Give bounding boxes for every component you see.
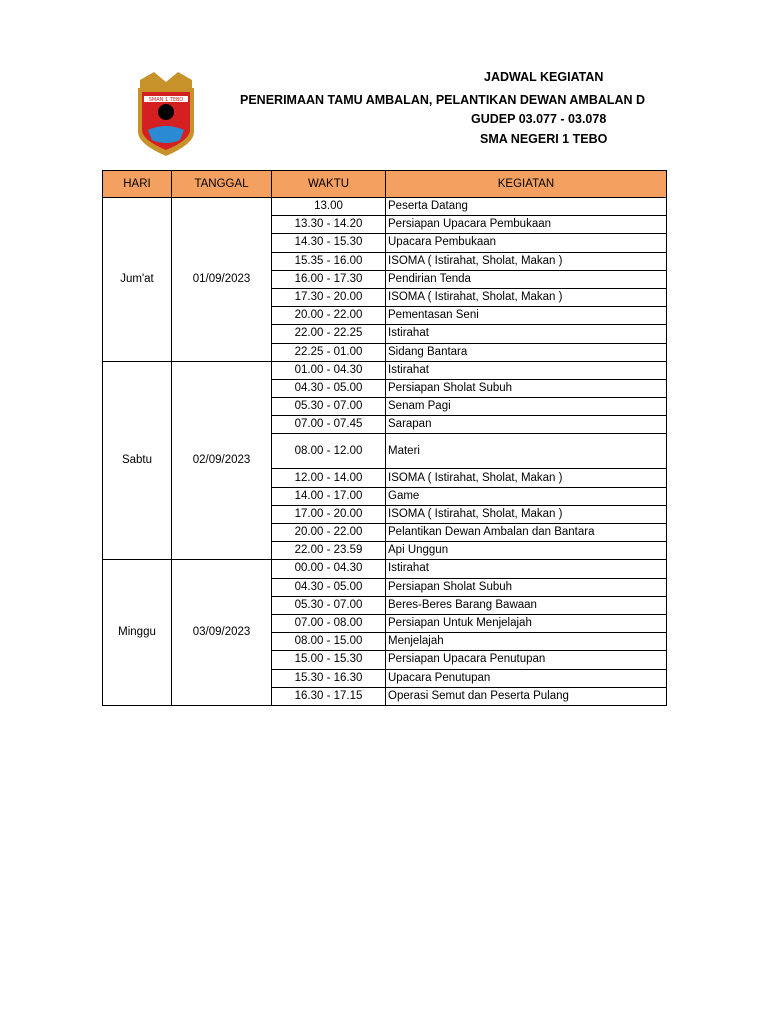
day-cell: Jum'at bbox=[103, 198, 172, 362]
time-cell: 22.00 - 23.59 bbox=[272, 542, 386, 560]
activity-cell: ISOMA ( Istirahat, Sholat, Makan ) bbox=[386, 505, 667, 523]
activity-cell: Pementasan Seni bbox=[386, 307, 667, 325]
activity-cell: Sarapan bbox=[386, 416, 667, 434]
school-logo bbox=[134, 72, 198, 156]
activity-cell: Materi bbox=[386, 434, 667, 469]
activity-cell: Istirahat bbox=[386, 325, 667, 343]
time-cell: 13.00 bbox=[272, 198, 386, 216]
time-cell: 08.00 - 12.00 bbox=[272, 434, 386, 469]
time-cell: 04.30 - 05.00 bbox=[272, 379, 386, 397]
activity-cell: Pendirian Tenda bbox=[386, 270, 667, 288]
activity-cell: Upacara Pembukaan bbox=[386, 234, 667, 252]
time-cell: 14.00 - 17.00 bbox=[272, 487, 386, 505]
header-gudep: GUDEP 03.077 - 03.078 bbox=[471, 112, 607, 126]
activity-cell: Sidang Bantara bbox=[386, 343, 667, 361]
header-title: JADWAL KEGIATAN bbox=[484, 70, 604, 84]
activity-cell: Istirahat bbox=[386, 361, 667, 379]
table-header-row bbox=[103, 171, 667, 198]
date-cell: 03/09/2023 bbox=[172, 560, 272, 706]
time-cell: 05.30 - 07.00 bbox=[272, 398, 386, 416]
activity-cell: Game bbox=[386, 487, 667, 505]
activity-cell: Api Unggun bbox=[386, 542, 667, 560]
table-row bbox=[103, 560, 667, 578]
activity-cell: Beres-Beres Barang Bawaan bbox=[386, 596, 667, 614]
time-cell: 16.30 - 17.15 bbox=[272, 687, 386, 705]
table-body bbox=[103, 198, 667, 706]
time-cell: 07.00 - 08.00 bbox=[272, 614, 386, 632]
table-row bbox=[103, 198, 667, 216]
activity-cell: ISOMA ( Istirahat, Sholat, Makan ) bbox=[386, 288, 667, 306]
time-cell: 08.00 - 15.00 bbox=[272, 633, 386, 651]
activity-cell: Persiapan Untuk Menjelajah bbox=[386, 614, 667, 632]
table-row bbox=[103, 361, 667, 379]
time-cell: 14.30 - 15.30 bbox=[272, 234, 386, 252]
time-cell: 15.00 - 15.30 bbox=[272, 651, 386, 669]
activity-cell: Senam Pagi bbox=[386, 398, 667, 416]
activity-cell: Operasi Semut dan Peserta Pulang bbox=[386, 687, 667, 705]
time-cell: 13.30 - 14.20 bbox=[272, 216, 386, 234]
time-cell: 05.30 - 07.00 bbox=[272, 596, 386, 614]
header-school: SMA NEGERI 1 TEBO bbox=[480, 132, 608, 146]
header-subtitle-wrapper bbox=[240, 90, 670, 110]
activity-cell: Istirahat bbox=[386, 560, 667, 578]
column-header-hari: HARI bbox=[103, 171, 172, 198]
activity-cell: Persiapan Sholat Subuh bbox=[386, 379, 667, 397]
time-cell: 20.00 - 22.00 bbox=[272, 307, 386, 325]
schedule-table bbox=[102, 170, 667, 706]
activity-cell: Persiapan Upacara Penutupan bbox=[386, 651, 667, 669]
time-cell: 07.00 - 07.45 bbox=[272, 416, 386, 434]
svg-text:SMAN 1 TEBO: SMAN 1 TEBO bbox=[148, 97, 184, 103]
activity-cell: Upacara Penutupan bbox=[386, 669, 667, 687]
time-cell: 16.00 - 17.30 bbox=[272, 270, 386, 288]
time-cell: 17.00 - 20.00 bbox=[272, 505, 386, 523]
time-cell: 00.00 - 04.30 bbox=[272, 560, 386, 578]
time-cell: 12.00 - 14.00 bbox=[272, 469, 386, 487]
time-cell: 17.30 - 20.00 bbox=[272, 288, 386, 306]
activity-cell: Persiapan Sholat Subuh bbox=[386, 578, 667, 596]
header-subtitle: PENERIMAAN TAMU AMBALAN, PELANTIKAN DEWAN AMBALAN D bbox=[240, 93, 646, 107]
date-cell: 02/09/2023 bbox=[172, 361, 272, 560]
column-header-waktu: WAKTU bbox=[272, 171, 386, 198]
day-cell: Minggu bbox=[103, 560, 172, 706]
activity-cell: Menjelajah bbox=[386, 633, 667, 651]
time-cell: 04.30 - 05.00 bbox=[272, 578, 386, 596]
time-cell: 20.00 - 22.00 bbox=[272, 524, 386, 542]
time-cell: 22.00 - 22.25 bbox=[272, 325, 386, 343]
column-header-tanggal: TANGGAL bbox=[172, 171, 272, 198]
day-cell: Sabtu bbox=[103, 361, 172, 560]
column-header-kegiatan: KEGIATAN bbox=[386, 171, 667, 198]
activity-cell: ISOMA ( Istirahat, Sholat, Makan ) bbox=[386, 252, 667, 270]
activity-cell: Pelantikan Dewan Ambalan dan Bantara bbox=[386, 524, 667, 542]
time-cell: 15.35 - 16.00 bbox=[272, 252, 386, 270]
date-cell: 01/09/2023 bbox=[172, 198, 272, 362]
time-cell: 15.30 - 16.30 bbox=[272, 669, 386, 687]
time-cell: 01.00 - 04.30 bbox=[272, 361, 386, 379]
activity-cell: Persiapan Upacara Pembukaan bbox=[386, 216, 667, 234]
activity-cell: ISOMA ( Istirahat, Sholat, Makan ) bbox=[386, 469, 667, 487]
activity-cell: Peserta Datang bbox=[386, 198, 667, 216]
time-cell: 22.25 - 01.00 bbox=[272, 343, 386, 361]
